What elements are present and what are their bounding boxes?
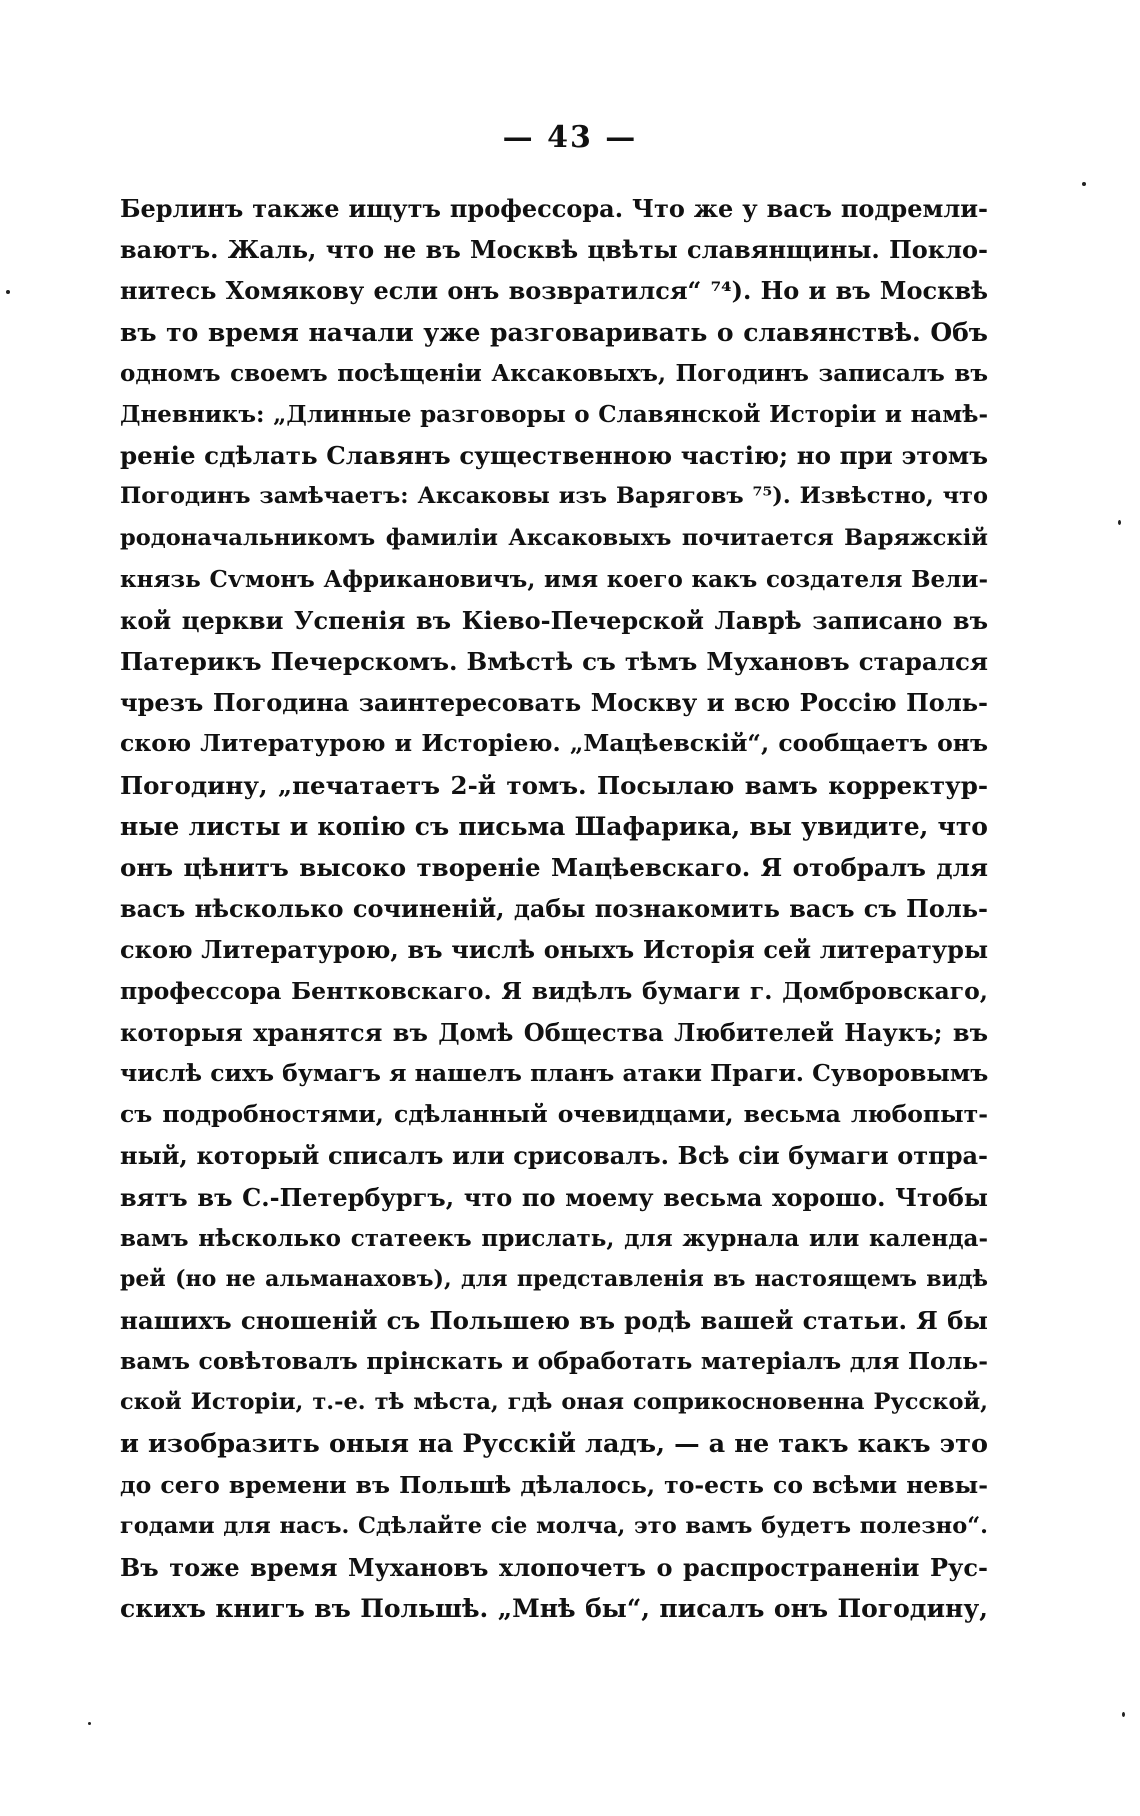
text-line: нашихъ сношеній съ Польшею въ родѣ вашей статьи. Я бы: [120, 1306, 988, 1336]
text-line: вамъ совѣтовалъ прінскать и обработать матеріалъ для Поль-: [120, 1347, 988, 1376]
text-line: рей (но не альманаховъ), для представленія въ настоящемъ видѣ: [120, 1265, 988, 1292]
text-line: ные листы и копію съ письма Шафарика, вы увидите, что: [120, 811, 988, 841]
text-line: скихъ книгъ въ Польшѣ. „Мнѣ бы“, писалъ онъ Погодину,: [120, 1594, 988, 1624]
text-line: ный, который списалъ или срисовалъ. Всѣ сіи бумаги отпра-: [120, 1141, 988, 1171]
text-line: числѣ сихъ бумагъ я нашелъ планъ атаки Праги. Суворовымъ: [120, 1058, 988, 1087]
text-line: профессора Бентковскаго. Я видѣлъ бумаги г. Домбровскаго,: [120, 976, 988, 1005]
text-line: вамъ нѣсколько статеекъ прислать, для журнала или календа-: [120, 1224, 988, 1252]
scan-speck: [6, 290, 10, 294]
page-number: — 43 —: [502, 120, 638, 155]
text-line: васъ нѣсколько сочиненій, дабы познакомить васъ съ Поль-: [120, 894, 988, 924]
scan-speck: [1082, 182, 1086, 186]
text-line: Патерикъ Печерскомъ. Вмѣстѣ съ тѣмъ Мухановъ старался: [120, 647, 988, 677]
text-line: ской Исторіи, т.-е. тѣ мѣста, гдѣ оная соприкосновенна Русской,: [120, 1389, 988, 1416]
text-line: годами для насъ. Сдѣлайте сіе молча, это вамъ будетъ полезно“.: [120, 1513, 988, 1539]
text-line: одномъ своемъ посѣщеніи Аксаковыхъ, Погодинъ записалъ въ: [120, 359, 988, 387]
text-line: нитесь Хомякову если онъ возвратился“ ⁷⁴). Но и въ Москвѣ: [120, 276, 988, 306]
text-line: скою Литературою и Исторіею. „Мацѣевскій“, сообщаетъ онъ: [120, 729, 988, 758]
text-line: онъ цѣнитъ высоко твореніе Мацѣевскаго. Я отобралъ для: [120, 853, 988, 882]
text-line: родоначальникомъ фамиліи Аксаковыхъ почитается Варяжскій: [120, 524, 988, 551]
text-line: Погодину, „печатаетъ 2-й томъ. Посылаю вамъ корректур-: [120, 770, 988, 800]
text-line: въ то время начали уже разговаривать о славянствѣ. Объ: [120, 317, 988, 347]
scan-speck: [1122, 1712, 1125, 1717]
scan-speck: [1118, 520, 1121, 525]
scan-speck: [88, 1722, 91, 1725]
text-line: съ подробностями, сдѣланный очевидцами, весьма любопыт-: [120, 1100, 988, 1129]
text-line: князь Сѵмонъ Африкановичъ, имя коего какъ создателя Вели-: [120, 565, 988, 593]
body-text: [120, 188, 988, 1630]
text-line: Берлинъ также ищутъ профессора. Что же у васъ подремли-: [120, 194, 988, 223]
text-line: до сего времени въ Польшѣ дѣлалось, то-есть со всѣми невы-: [120, 1470, 988, 1499]
text-line: Въ тоже время Мухановъ хлопочетъ о распространеніи Рус-: [120, 1553, 988, 1583]
text-line: вятъ въ С.-Петербургъ, что по моему весьма хорошо. Чтобы: [120, 1182, 988, 1212]
text-line: чрезъ Погодина заинтересовать Москву и всю Россію Поль-: [120, 688, 988, 718]
text-line: и изобразить оныя на Русскій ладъ, — а не такъ какъ это: [120, 1428, 988, 1459]
text-line: реніе сдѣлать Славянъ существенною частію; но при этомъ: [120, 441, 988, 471]
text-line: скою Литературою, въ числѣ оныхъ Исторія сей литературы: [120, 935, 988, 965]
text-line: кой церкви Успенія въ Кіево-Печерской Лаврѣ записано въ: [120, 605, 988, 635]
text-line: ваютъ. Жаль, что не въ Москвѣ цвѣты славянщины. Покло-: [120, 235, 988, 265]
text-line: которыя хранятся въ Домѣ Общества Любителей Наукъ; въ: [120, 1017, 988, 1047]
text-line: Дневникъ: „Длинные разговоры о Славянской Исторіи и намѣ-: [120, 400, 988, 428]
text-line: Погодинъ замѣчаетъ: Аксаковы изъ Варяговъ ⁷⁵). Извѣстно, что: [120, 483, 988, 510]
